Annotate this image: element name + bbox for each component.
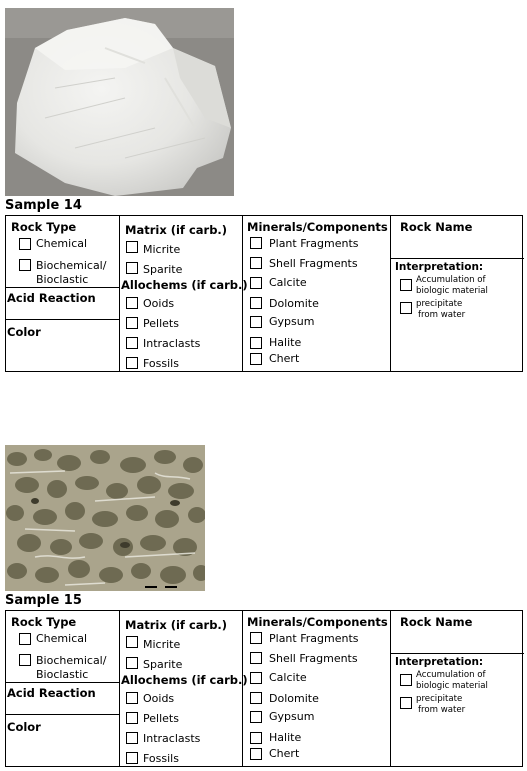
intraclasts-checkbox[interactable] <box>126 337 138 349</box>
precipitate-label-2: from water <box>418 310 466 320</box>
pellets-checkbox[interactable] <box>126 712 138 724</box>
sparite-label: Sparite <box>143 263 183 276</box>
sample-14-sheet <box>5 215 523 372</box>
sample-15-thin-section-photo <box>5 445 205 591</box>
precipitate-label-1: precipitate <box>416 694 463 704</box>
allochems-header: Allochems (if carb.) <box>121 278 248 292</box>
rock-type-header: Rock Type <box>11 615 77 629</box>
plant-fragments-checkbox[interactable] <box>250 632 262 644</box>
calcite-checkbox[interactable] <box>250 672 262 684</box>
rock-name-label: Rock Name <box>400 615 473 629</box>
micrite-label: Micrite <box>143 243 181 256</box>
biochemical-label: Biochemical/ <box>36 259 107 272</box>
sample-14-title: Sample 14 <box>5 198 82 213</box>
dolomite-checkbox[interactable] <box>250 297 262 309</box>
ooids-label: Ooids <box>143 692 175 705</box>
plant-fragments-label: Plant Fragments <box>269 237 359 250</box>
pellets-label: Pellets <box>143 712 179 725</box>
precipitate-label-2: from water <box>418 705 466 715</box>
sparite-checkbox[interactable] <box>126 657 138 669</box>
sample-15-sheet <box>5 610 523 767</box>
calcite-checkbox[interactable] <box>250 277 262 289</box>
halite-checkbox[interactable] <box>250 337 262 349</box>
matrix-header: Matrix (if carb.) <box>125 618 228 632</box>
halite-label: Halite <box>269 336 302 349</box>
bioclastic-label: Bioclastic <box>36 668 89 681</box>
accumulation-label-2: biologic material <box>416 286 488 296</box>
plant-fragments-checkbox[interactable] <box>250 237 262 249</box>
interpretation-label: Interpretation: <box>395 261 484 273</box>
precipitate-label-1: precipitate <box>416 299 463 309</box>
precipitate-checkbox[interactable] <box>400 697 412 709</box>
acid-reaction-label: Acid Reaction <box>7 291 96 305</box>
sample-14-rock-photo <box>5 8 234 196</box>
plant-fragments-label: Plant Fragments <box>269 632 359 645</box>
shell-fragments-checkbox[interactable] <box>250 257 262 269</box>
gypsum-checkbox[interactable] <box>250 711 262 723</box>
ooids-label: Ooids <box>143 297 175 310</box>
accumulation-label-1: Accumulation of <box>416 670 486 680</box>
matrix-header: Matrix (if carb.) <box>125 223 228 237</box>
rock-type-header: Rock Type <box>11 220 77 234</box>
allochems-header: Allochems (if carb.) <box>121 673 248 687</box>
interpretation-label: Interpretation: <box>395 656 484 668</box>
calcite-label: Calcite <box>269 671 307 684</box>
fossils-checkbox[interactable] <box>126 357 138 369</box>
biochemical-checkbox[interactable] <box>19 654 31 666</box>
gypsum-label: Gypsum <box>269 315 315 328</box>
pellets-label: Pellets <box>143 317 179 330</box>
micrite-label: Micrite <box>143 638 181 651</box>
shell-fragments-label: Shell Fragments <box>269 652 358 665</box>
sparite-checkbox[interactable] <box>126 262 138 274</box>
intraclasts-label: Intraclasts <box>143 732 201 745</box>
chemical-label: Chemical <box>36 237 88 250</box>
gypsum-label: Gypsum <box>269 710 315 723</box>
acid-reaction-label: Acid Reaction <box>7 686 96 700</box>
halite-checkbox[interactable] <box>250 732 262 744</box>
pellets-checkbox[interactable] <box>126 317 138 329</box>
minerals-header: Minerals/Components <box>247 615 388 629</box>
minerals-header: Minerals/Components <box>247 220 388 234</box>
fossils-label: Fossils <box>143 357 179 370</box>
dolomite-label: Dolomite <box>269 692 319 705</box>
intraclasts-checkbox[interactable] <box>126 732 138 744</box>
chemical-label: Chemical <box>36 632 88 645</box>
micrite-checkbox[interactable] <box>126 241 138 253</box>
calcite-label: Calcite <box>269 276 307 289</box>
accumulation-label-1: Accumulation of <box>416 275 486 285</box>
chemical-checkbox[interactable] <box>19 633 31 645</box>
accumulation-label-2: biologic material <box>416 681 488 691</box>
gypsum-checkbox[interactable] <box>250 316 262 328</box>
rock-name-label: Rock Name <box>400 220 473 234</box>
bioclastic-label: Bioclastic <box>36 273 89 286</box>
intraclasts-label: Intraclasts <box>143 337 201 350</box>
precipitate-checkbox[interactable] <box>400 302 412 314</box>
fossils-label: Fossils <box>143 752 179 765</box>
chert-checkbox[interactable] <box>250 353 262 365</box>
sample-15-title: Sample 15 <box>5 593 82 608</box>
fossils-checkbox[interactable] <box>126 752 138 764</box>
shell-fragments-checkbox[interactable] <box>250 652 262 664</box>
micrite-checkbox[interactable] <box>126 636 138 648</box>
dolomite-label: Dolomite <box>269 297 319 310</box>
biochemical-label: Biochemical/ <box>36 654 107 667</box>
chert-label: Chert <box>269 747 300 760</box>
color-label: Color <box>7 325 41 339</box>
ooids-checkbox[interactable] <box>126 297 138 309</box>
accumulation-checkbox[interactable] <box>400 674 412 686</box>
ooids-checkbox[interactable] <box>126 692 138 704</box>
chert-checkbox[interactable] <box>250 748 262 760</box>
sparite-label: Sparite <box>143 658 183 671</box>
halite-label: Halite <box>269 731 302 744</box>
dolomite-checkbox[interactable] <box>250 692 262 704</box>
color-label: Color <box>7 720 41 734</box>
shell-fragments-label: Shell Fragments <box>269 257 358 270</box>
chemical-checkbox[interactable] <box>19 238 31 250</box>
chert-label: Chert <box>269 352 300 365</box>
accumulation-checkbox[interactable] <box>400 279 412 291</box>
biochemical-checkbox[interactable] <box>19 259 31 271</box>
